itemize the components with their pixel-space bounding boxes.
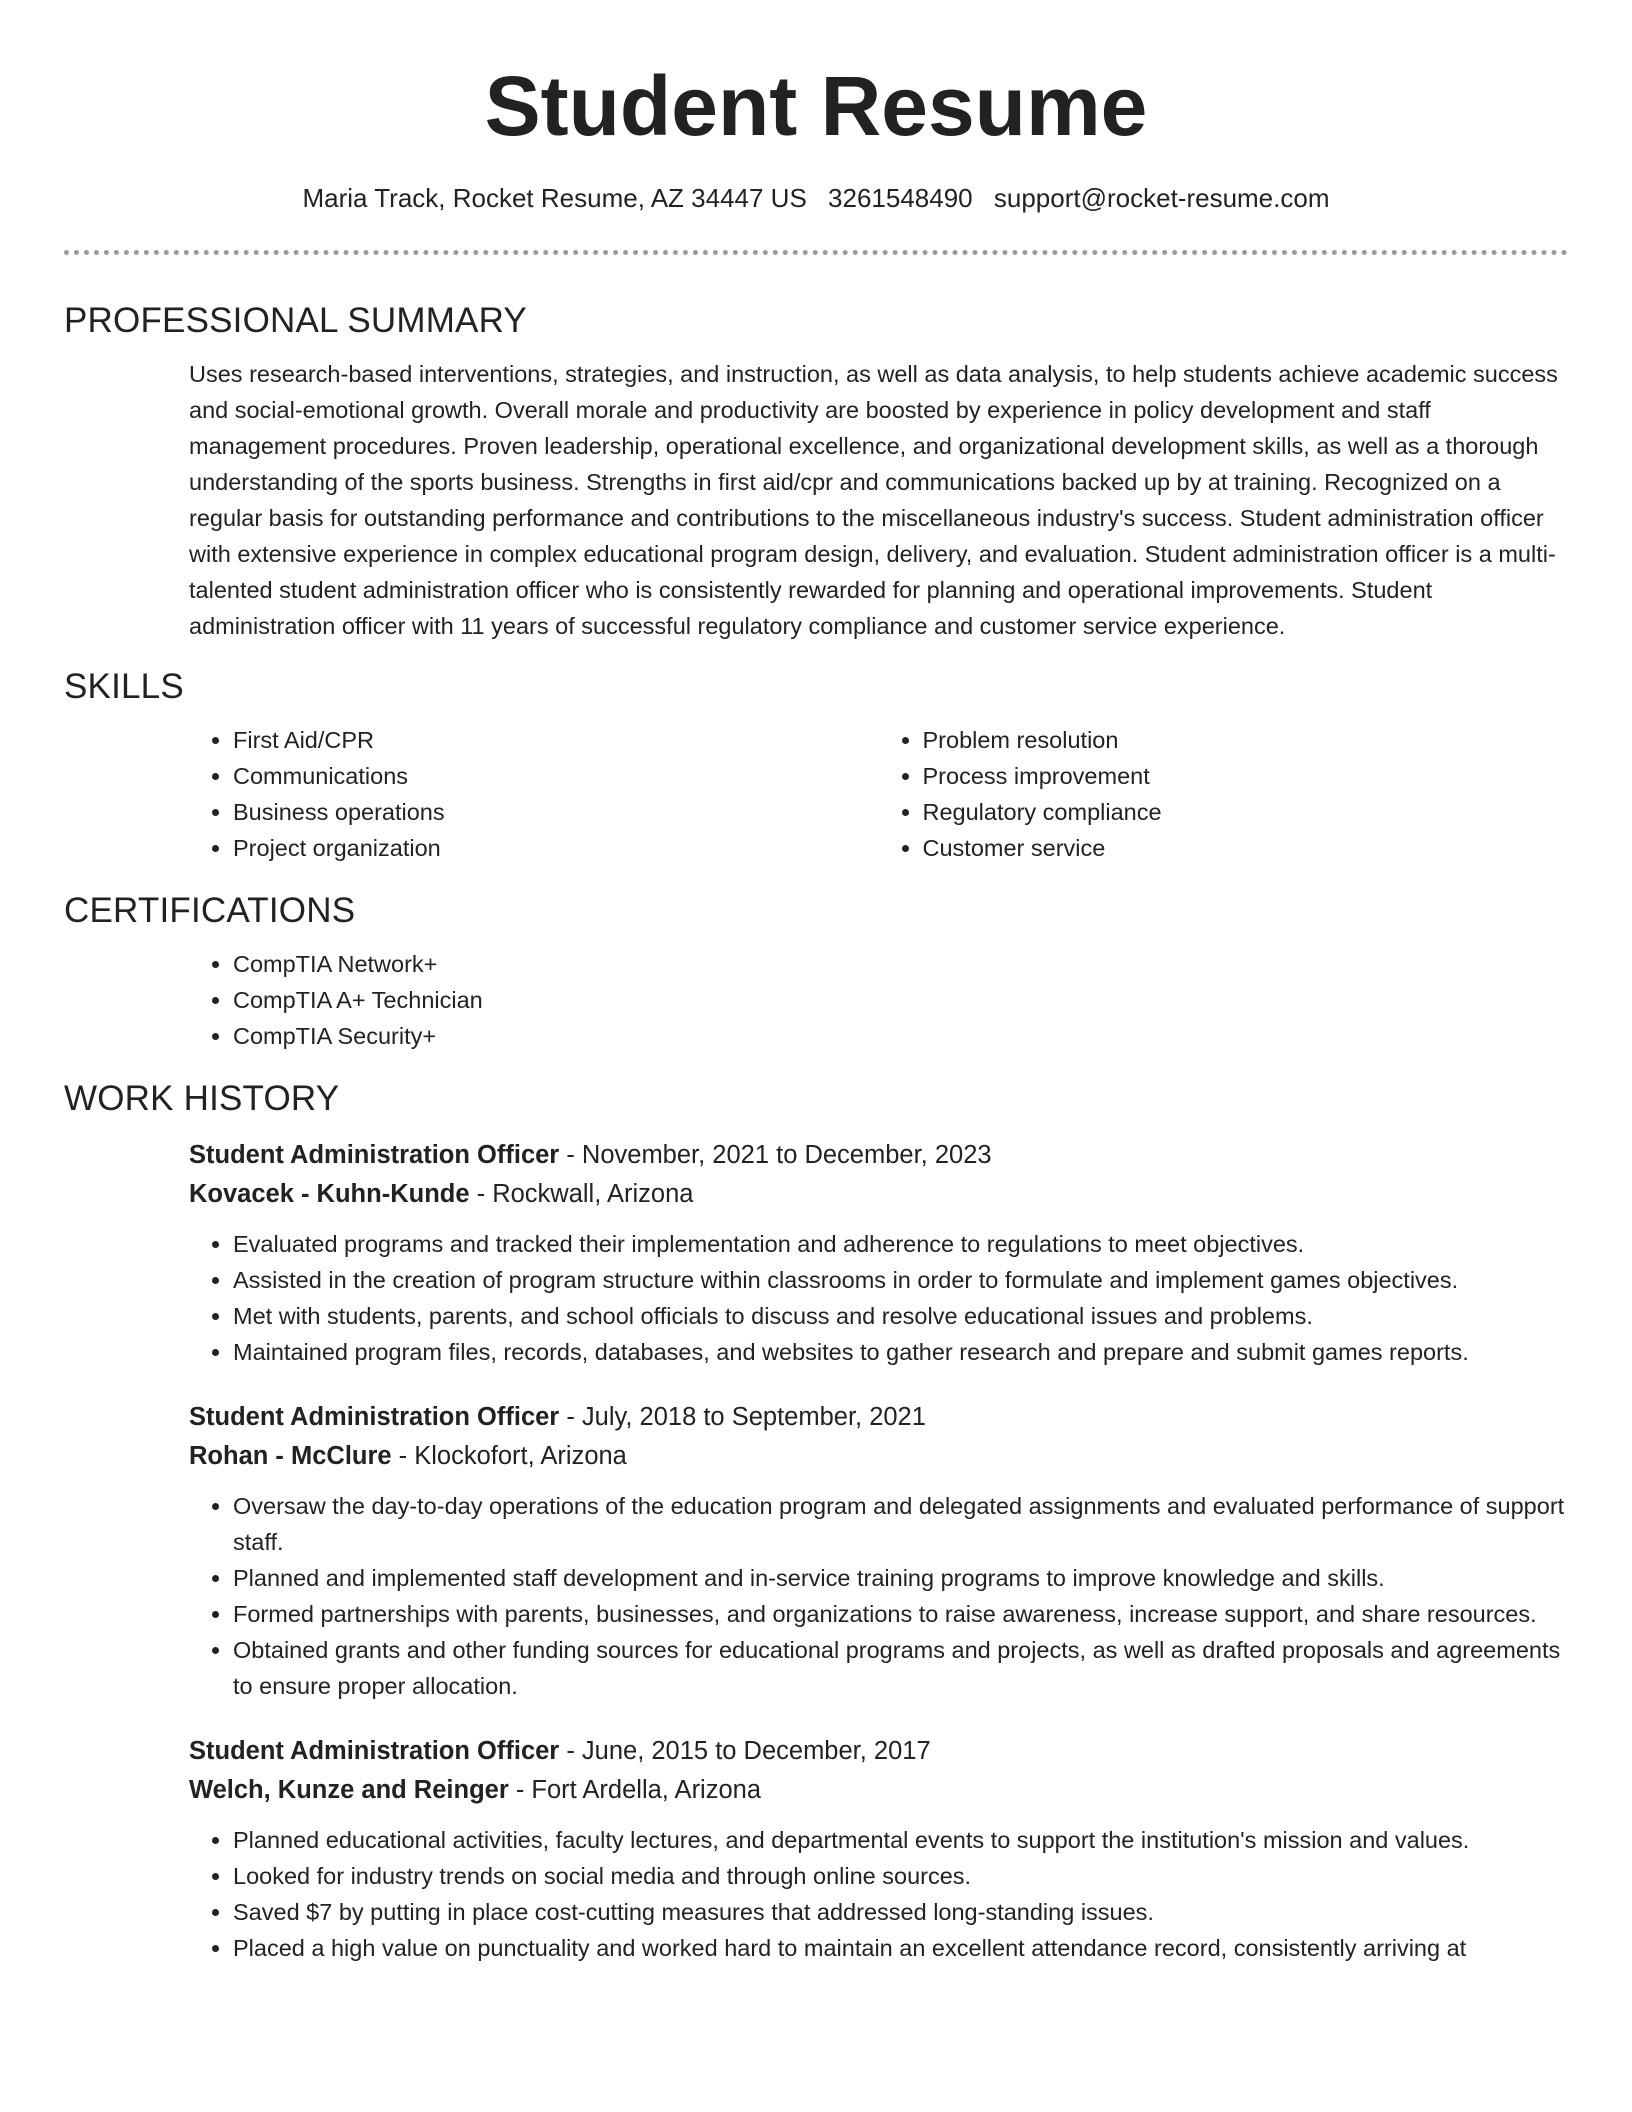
job-bullet: • Saved $7 by putting in place cost-cutting measures that addressed long-standing issues. [233, 1894, 1568, 1930]
skills-left-column [189, 722, 879, 866]
job-entry-1 [189, 1136, 1568, 1370]
job-entry-2 [189, 1398, 1568, 1704]
job-location: - Klockofort, Arizona [391, 1442, 627, 1470]
certification-item: • CompTIA Security+ [233, 1018, 1568, 1054]
job-company: Welch, Kunze and Reinger [189, 1776, 509, 1804]
job-role-line [189, 1398, 1568, 1437]
job-bullet: • Maintained program files, records, databases, and websites to gather research and prepare and submit games reports. [233, 1334, 1568, 1370]
job-dates: - November, 2021 to December, 2023 [559, 1141, 992, 1169]
job-bullet: • Obtained grants and other funding sources for educational programs and projects, as well as drafted proposals and agreements to ensure proper allocation. [233, 1632, 1568, 1704]
job-company: Rohan - McClure [189, 1442, 392, 1470]
job-bullet: • Looked for industry trends on social media and through online sources. [233, 1858, 1568, 1894]
job-bullets [189, 1822, 1568, 1966]
work-history-heading: WORK HISTORY [64, 1079, 340, 1118]
job-dates: - July, 2018 to September, 2021 [559, 1403, 926, 1431]
job-role-line [189, 1136, 1568, 1175]
summary-heading: PROFESSIONAL SUMMARY [64, 301, 527, 340]
certifications-list [189, 946, 1568, 1054]
certification-item: • CompTIA Network+ [233, 946, 1568, 982]
skills-heading: SKILLS [64, 667, 184, 706]
skills-grid [189, 722, 1568, 866]
job-dates: - June, 2015 to December, 2017 [559, 1737, 931, 1765]
contact-line [0, 180, 1632, 216]
job-bullet: • Placed a high value on punctuality and worked hard to maintain an excellent attendance record, consistently arriving at [233, 1930, 1568, 1966]
job-company-line [189, 1437, 1568, 1476]
skill-item: • Business operations [233, 794, 879, 830]
certifications-heading: CERTIFICATIONS [64, 891, 356, 930]
job-role: Student Administration Officer [189, 1403, 560, 1431]
job-bullet: • Evaluated programs and tracked their implementation and adherence to regulations to meet objectives. [233, 1226, 1568, 1262]
header-divider [64, 250, 1568, 255]
job-company: Kovacek - Kuhn-Kunde [189, 1180, 470, 1208]
job-bullet: • Planned and implemented staff development and in-service training programs to improve knowledge and skills. [233, 1560, 1568, 1596]
resume-content [64, 296, 1568, 1994]
skill-item: • Customer service [923, 830, 1569, 866]
skill-item: • Problem resolution [923, 722, 1569, 758]
job-bullet: • Met with students, parents, and school officials to discuss and resolve educational issues and problems. [233, 1298, 1568, 1334]
skills-right-column [879, 722, 1569, 866]
job-bullet: • Assisted in the creation of program structure within classrooms in order to formulate and implement games objectives. [233, 1262, 1568, 1298]
job-role-line [189, 1732, 1568, 1771]
skill-item: • Regulatory compliance [923, 794, 1569, 830]
contact-address: Maria Track, Rocket Resume, AZ 34447 US [302, 183, 807, 213]
skill-item: • Process improvement [923, 758, 1569, 794]
job-role: Student Administration Officer [189, 1141, 560, 1169]
job-company-line [189, 1771, 1568, 1810]
contact-email[interactable]: support@rocket-resume.com [993, 183, 1330, 213]
job-role: Student Administration Officer [189, 1737, 560, 1765]
job-bullets [189, 1488, 1568, 1704]
job-entry-3 [189, 1732, 1568, 1966]
job-bullet: • Planned educational activities, faculty lectures, and departmental events to support the institution's mission and values. [233, 1822, 1568, 1858]
job-company-line [189, 1175, 1568, 1214]
skill-item: • First Aid/CPR [233, 722, 879, 758]
job-bullets [189, 1226, 1568, 1370]
job-location: - Fort Ardella, Arizona [508, 1776, 762, 1804]
job-location: - Rockwall, Arizona [469, 1180, 694, 1208]
resume-title: Student Resume [484, 59, 1148, 153]
certification-item: • CompTIA A+ Technician [233, 982, 1568, 1018]
skill-item: • Project organization [233, 830, 879, 866]
contact-phone: 3261548490 [828, 183, 973, 213]
job-bullet: • Formed partnerships with parents, businesses, and organizations to raise awareness, increase support, and share resources. [233, 1596, 1568, 1632]
job-bullet: • Oversaw the day-to-day operations of the education program and delegated assignments and evaluated performance of support staff. [233, 1488, 1568, 1560]
skill-item: • Communications [233, 758, 879, 794]
summary-text: Uses research-based interventions, strategies, and instruction, as well as data analysis, to help students achieve academic success and social-emotional growth. Overall morale and productivity are boosted by experience in policy development and staff management procedures. Proven leadership, operational excellence, and organizational development skills, as well as a thorough understanding of the sports business. Strengths in first aid/cpr and communications backed up by at training. Recognized on a regular basis for outstanding performance and contributions to the miscellaneous industry's success. Student administration officer with extensive experience in complex educational program design, delivery, and evaluation. Student administration officer is a multi-talented student administration officer who is consistently rewarded for planning and operational improvements. Student administration officer with 11 years of successful regulatory compliance and customer service experience. [189, 361, 1558, 639]
